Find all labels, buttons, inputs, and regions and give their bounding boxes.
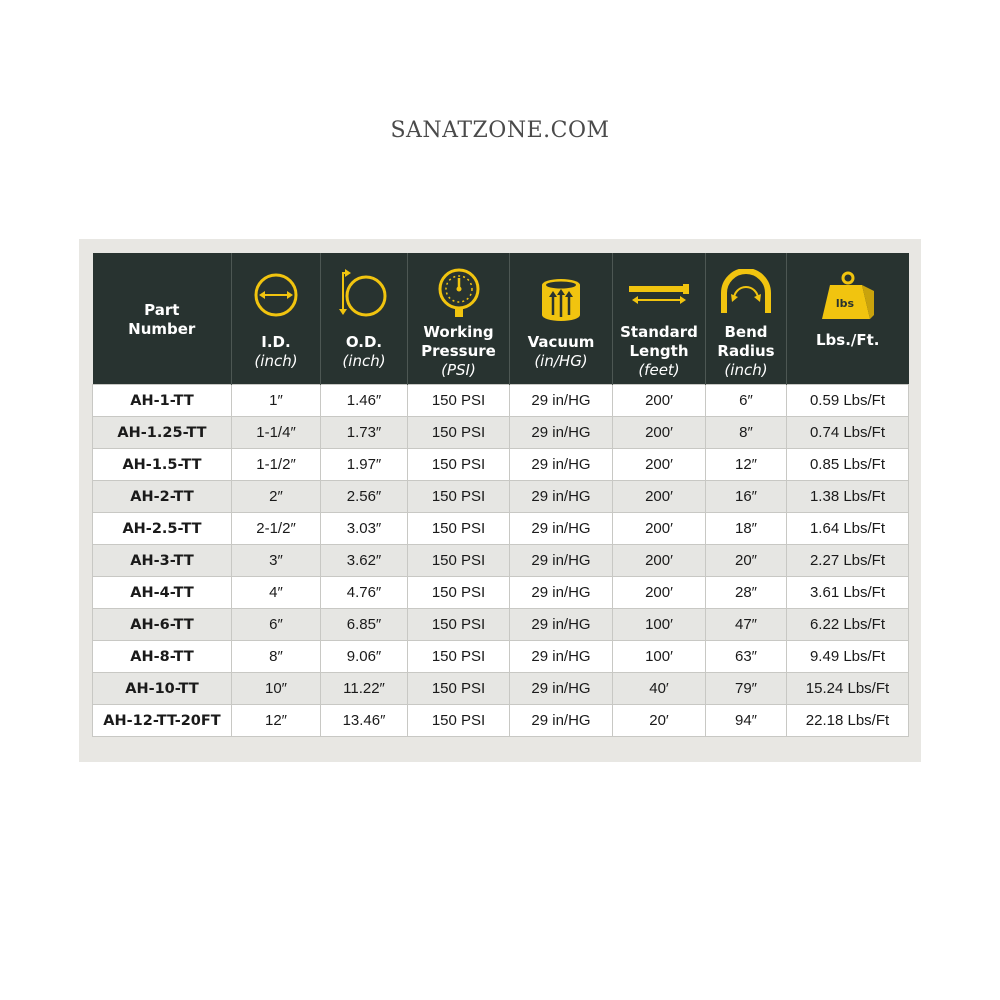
header-od-unit: (inch) [342, 352, 386, 370]
cell-lbs-ft: 0.74 Lbs/Ft [787, 417, 909, 449]
cell-id: 4″ [232, 577, 321, 609]
cell-vacuum: 29 in/HG [510, 385, 613, 417]
table-row [93, 545, 909, 577]
cell-working-pressure: 150 PSI [408, 673, 510, 705]
cell-part-number: AH-2-TT [93, 481, 232, 513]
header-part-number-line-1: Part [144, 301, 180, 319]
weight-icon-text: lbs [835, 297, 854, 310]
cell-working-pressure: 150 PSI [408, 705, 510, 737]
cell-bend-radius: 18″ [706, 513, 787, 545]
header-id-label: I.D. [261, 333, 291, 351]
cell-bend-radius: 47″ [706, 609, 787, 641]
cell-od: 11.22″ [321, 673, 408, 705]
header-bend-line-1: Bend [724, 323, 768, 341]
cell-vacuum: 29 in/HG [510, 673, 613, 705]
cell-part-number: AH-1-TT [93, 385, 232, 417]
cell-od: 1.97″ [321, 449, 408, 481]
cell-vacuum: 29 in/HG [510, 705, 613, 737]
brand-title: SANATZONE.COM [390, 118, 610, 143]
cell-standard-length: 200′ [613, 545, 706, 577]
cell-bend-radius: 63″ [706, 641, 787, 673]
header-pressure-line-1: Working [423, 323, 494, 341]
cell-id: 1-1/4″ [232, 417, 321, 449]
table-row [93, 673, 909, 705]
cell-lbs-ft: 1.64 Lbs/Ft [787, 513, 909, 545]
cell-od: 6.85″ [321, 609, 408, 641]
header-od-label: O.D. [345, 333, 383, 351]
cell-standard-length: 200′ [613, 417, 706, 449]
cell-standard-length: 200′ [613, 449, 706, 481]
table-row [93, 609, 909, 641]
cell-part-number: AH-8-TT [93, 641, 232, 673]
cell-id: 3″ [232, 545, 321, 577]
cell-standard-length: 20′ [613, 705, 706, 737]
cell-vacuum: 29 in/HG [510, 641, 613, 673]
cell-id: 1-1/2″ [232, 449, 321, 481]
inner-diameter-icon [251, 270, 301, 320]
cell-bend-radius: 20″ [706, 545, 787, 577]
cell-part-number: AH-3-TT [93, 545, 232, 577]
cell-part-number: AH-12-TT-20FT [93, 705, 232, 737]
header-lbs-ft-label: Lbs./Ft. [815, 331, 880, 349]
cell-bend-radius: 8″ [706, 417, 787, 449]
header-bend-line-2: Radius [717, 342, 775, 360]
cell-standard-length: 200′ [613, 513, 706, 545]
cell-id: 10″ [232, 673, 321, 705]
header-length-unit: (feet) [638, 361, 680, 379]
cell-part-number: AH-10-TT [93, 673, 232, 705]
header-pressure-unit: (PSI) [441, 361, 476, 379]
cell-id: 8″ [232, 641, 321, 673]
header-vacuum [510, 253, 613, 385]
cell-od: 3.03″ [321, 513, 408, 545]
header-id-unit: (inch) [254, 352, 298, 370]
cell-lbs-ft: 15.24 Lbs/Ft [787, 673, 909, 705]
cell-lbs-ft: 2.27 Lbs/Ft [787, 545, 909, 577]
header-working-pressure [408, 253, 510, 385]
cell-lbs-ft: 3.61 Lbs/Ft [787, 577, 909, 609]
header-row [93, 253, 909, 385]
pressure-gauge-icon [435, 267, 483, 319]
cell-bend-radius: 28″ [706, 577, 787, 609]
cell-lbs-ft: 0.85 Lbs/Ft [787, 449, 909, 481]
cell-od: 4.76″ [321, 577, 408, 609]
cell-id: 1″ [232, 385, 321, 417]
table-row [93, 513, 909, 545]
cell-vacuum: 29 in/HG [510, 609, 613, 641]
cell-od: 1.46″ [321, 385, 408, 417]
outer-diameter-icon [337, 267, 391, 321]
table-row [93, 417, 909, 449]
cell-od: 13.46″ [321, 705, 408, 737]
cell-standard-length: 200′ [613, 385, 706, 417]
header-part-number [93, 253, 232, 385]
header-standard-length [613, 253, 706, 385]
table-row [93, 641, 909, 673]
header-od [321, 253, 408, 385]
cell-vacuum: 29 in/HG [510, 545, 613, 577]
cell-bend-radius: 79″ [706, 673, 787, 705]
header-vacuum-unit: (in/HG) [534, 352, 588, 370]
cell-vacuum: 29 in/HG [510, 449, 613, 481]
spec-table [92, 253, 909, 737]
cell-od: 9.06″ [321, 641, 408, 673]
cell-part-number: AH-4-TT [93, 577, 232, 609]
header-pressure-line-2: Pressure [421, 342, 496, 360]
cell-lbs-ft: 1.38 Lbs/Ft [787, 481, 909, 513]
header-vacuum-label: Vacuum [527, 333, 595, 351]
cell-working-pressure: 150 PSI [408, 481, 510, 513]
cell-id: 6″ [232, 609, 321, 641]
cell-id: 2″ [232, 481, 321, 513]
cell-part-number: AH-1.25-TT [93, 417, 232, 449]
bend-radius-icon [720, 269, 772, 315]
cell-vacuum: 29 in/HG [510, 481, 613, 513]
cell-part-number: AH-1.5-TT [93, 449, 232, 481]
cell-vacuum: 29 in/HG [510, 513, 613, 545]
cell-bend-radius: 12″ [706, 449, 787, 481]
header-lbs-ft [787, 253, 909, 385]
cell-working-pressure: 150 PSI [408, 417, 510, 449]
cell-working-pressure: 150 PSI [408, 641, 510, 673]
header-bend-radius [706, 253, 787, 385]
cell-standard-length: 200′ [613, 577, 706, 609]
cell-bend-radius: 16″ [706, 481, 787, 513]
cell-working-pressure: 150 PSI [408, 449, 510, 481]
cell-working-pressure: 150 PSI [408, 577, 510, 609]
table-row [93, 481, 909, 513]
cell-bend-radius: 94″ [706, 705, 787, 737]
cell-vacuum: 29 in/HG [510, 417, 613, 449]
cell-working-pressure: 150 PSI [408, 513, 510, 545]
vacuum-icon [539, 277, 583, 323]
cell-standard-length: 40′ [613, 673, 706, 705]
weight-icon [820, 271, 876, 323]
cell-vacuum: 29 in/HG [510, 577, 613, 609]
cell-od: 3.62″ [321, 545, 408, 577]
cell-lbs-ft: 22.18 Lbs/Ft [787, 705, 909, 737]
header-id [232, 253, 321, 385]
cell-lbs-ft: 9.49 Lbs/Ft [787, 641, 909, 673]
cell-standard-length: 100′ [613, 641, 706, 673]
cell-part-number: AH-2.5-TT [93, 513, 232, 545]
cell-lbs-ft: 6.22 Lbs/Ft [787, 609, 909, 641]
cell-lbs-ft: 0.59 Lbs/Ft [787, 385, 909, 417]
table-row [93, 577, 909, 609]
table-row [93, 449, 909, 481]
cell-standard-length: 200′ [613, 481, 706, 513]
cell-working-pressure: 150 PSI [408, 609, 510, 641]
cell-id: 12″ [232, 705, 321, 737]
header-length-line-2: Length [629, 342, 689, 360]
cell-bend-radius: 6″ [706, 385, 787, 417]
cell-working-pressure: 150 PSI [408, 545, 510, 577]
table-row [93, 385, 909, 417]
header-part-number-line-2: Number [128, 320, 196, 338]
cell-standard-length: 100′ [613, 609, 706, 641]
cell-od: 1.73″ [321, 417, 408, 449]
table-row [93, 705, 909, 737]
cell-part-number: AH-6-TT [93, 609, 232, 641]
length-icon [626, 283, 692, 305]
cell-id: 2-1/2″ [232, 513, 321, 545]
cell-working-pressure: 150 PSI [408, 385, 510, 417]
cell-od: 2.56″ [321, 481, 408, 513]
header-length-line-1: Standard [620, 323, 698, 341]
header-bend-unit: (inch) [724, 361, 768, 379]
